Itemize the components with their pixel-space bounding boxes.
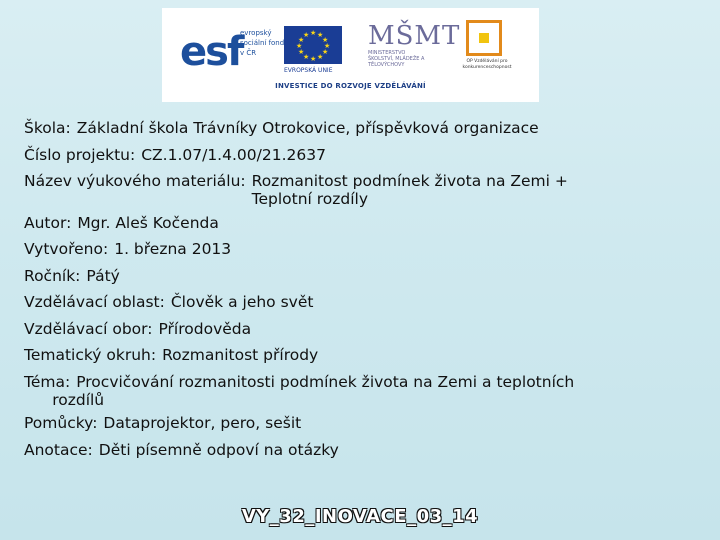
field-label: Téma: (24, 372, 71, 391)
field-value-group (252, 171, 714, 207)
op-logo-text: OP Vzdělávání pro konkurenceschopnost (462, 59, 512, 70)
op-frame-icon (466, 20, 502, 56)
field-vytvoreno (24, 239, 714, 260)
esf-logo-text: evropský sociální fond v ČR (240, 29, 285, 57)
field-nazev-materialu (24, 171, 714, 207)
msmt-logo-mark: MŠMT (368, 21, 461, 51)
field-label: Škola: (24, 119, 71, 137)
op-logo (452, 20, 522, 82)
field-value-group (52, 372, 714, 409)
field-vzdelavaci-obor (24, 319, 714, 340)
field-value: Dataprojektor, pero, sešit (103, 414, 302, 432)
field-autor (24, 213, 714, 234)
field-label: Anotace: (24, 440, 93, 459)
logo-banner (162, 8, 539, 102)
field-label: Pomůcky: (24, 414, 98, 432)
field-pomucky (24, 413, 714, 434)
field-label: Tematický okruh: (24, 346, 157, 364)
field-value: Rozmanitost přírody (162, 346, 319, 364)
eu-logo-text: EVROPSKÁ UNIE (284, 67, 333, 74)
field-value: Mgr. Aleš Kočenda (77, 213, 219, 232)
field-tema (24, 372, 714, 408)
esf-logo-letters: esf (180, 29, 243, 75)
field-value: Člověk a jeho svět (170, 293, 314, 311)
eu-logo (284, 26, 344, 78)
field-value: 1. března 2013 (114, 240, 232, 258)
banner-caption: INVESTICE DO ROZVOJE VZDĚLÁVÁNÍ (275, 82, 426, 90)
field-value: Rozmanitost podmínek života na Zemi + (251, 172, 568, 190)
field-label: Ročník: (24, 266, 81, 285)
field-value: CZ.1.07/1.4.00/21.2637 (141, 145, 326, 164)
field-vzdelavaci-oblast (24, 292, 714, 313)
field-label: Vzdělávací oblast: (24, 293, 165, 311)
field-tematicky-okruh (24, 345, 714, 366)
field-value: Základní škola Trávníky Otrokovice, příspěvková organizace (76, 119, 539, 137)
field-value: Procvičování rozmanitosti podmínek života na Zemi a teplotních (76, 372, 575, 391)
field-label: Autor: (24, 213, 72, 232)
msmt-logo (368, 21, 461, 80)
field-anotace (24, 440, 714, 461)
field-value-continuation: Teplotní rozdíly (251, 190, 369, 208)
field-rocnik (24, 266, 714, 287)
eu-flag-icon: ★ ★ ★ ★ ★ ★ ★ ★ ★ ★ ★ ★ (284, 26, 342, 64)
msmt-logo-text: MINISTERSTVO ŠKOLSTVÍ, MLÁDEŽE A TĚLOVÝCHOVY (368, 50, 425, 68)
esf-logo (180, 26, 285, 78)
field-label: Název výukového materiálu: (24, 172, 246, 190)
project-info (24, 118, 714, 466)
field-label: Číslo projektu: (24, 145, 136, 164)
material-code: VY_32_INOVACE_03_14 (241, 506, 479, 527)
field-value: Děti písemně odpoví na otázky (98, 440, 339, 459)
field-value-continuation: rozdílů (52, 390, 105, 409)
field-cislo-projektu (24, 145, 714, 166)
field-value: Pátý (86, 266, 120, 285)
field-label: Vzdělávací obor: (24, 319, 153, 338)
field-value: Přírodověda (158, 319, 252, 338)
field-label: Vytvořeno: (24, 240, 109, 258)
field-skola (24, 118, 714, 139)
